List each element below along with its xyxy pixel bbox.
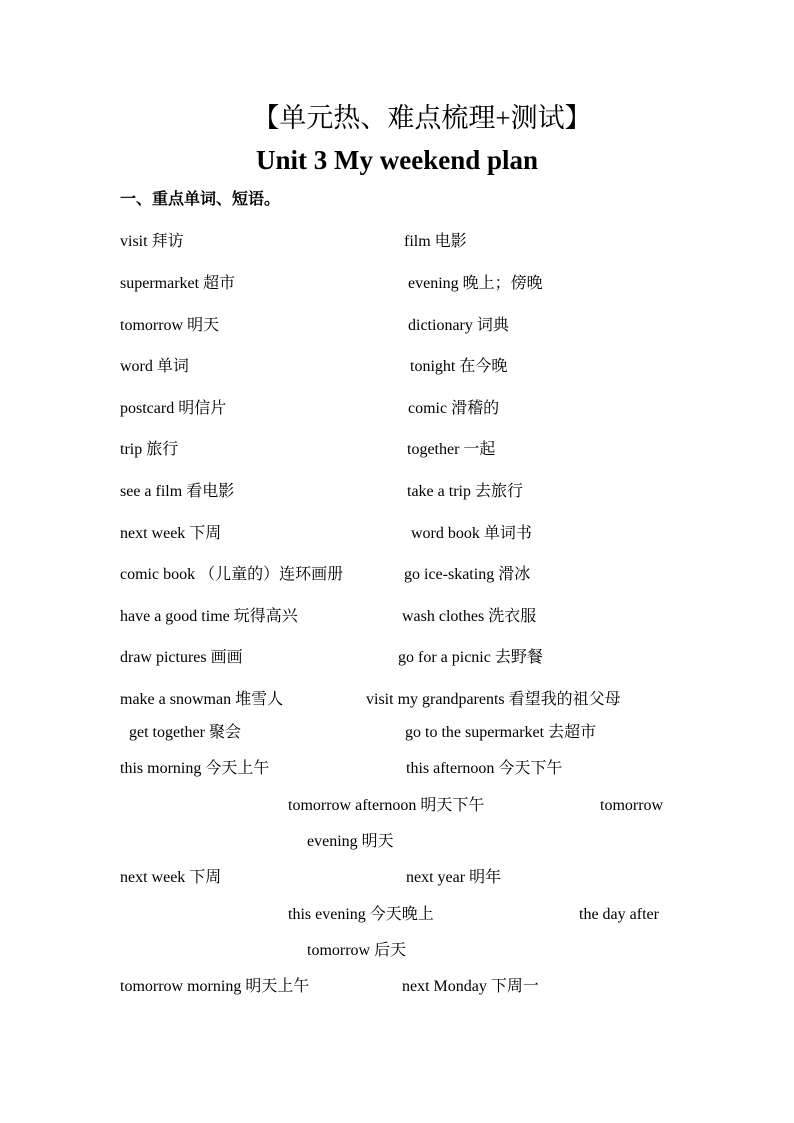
section-heading: 一、重点单词、短语。 bbox=[120, 191, 281, 208]
vocab-term: visit 拜访 bbox=[120, 233, 184, 250]
vocab-term: this afternoon 今天下午 bbox=[406, 760, 563, 777]
vocab-term: visit my grandparents 看望我的祖父母 bbox=[366, 691, 621, 708]
vocab-term: evening 晚上；傍晚 bbox=[408, 275, 543, 292]
vocab-term: evening 明天 bbox=[307, 833, 394, 850]
vocab-term: comic book （儿童的）连环画册 bbox=[120, 566, 344, 583]
vocab-term: go for a picnic 去野餐 bbox=[398, 649, 543, 666]
document-title-english: Unit 3 My weekend plan bbox=[255, 145, 539, 175]
vocab-term: tonight 在今晚 bbox=[410, 358, 508, 375]
vocab-term: supermarket 超市 bbox=[120, 275, 236, 292]
vocab-term: word 单词 bbox=[120, 358, 189, 375]
vocab-term: go to the supermarket 去超市 bbox=[405, 724, 597, 741]
vocab-term: get together 聚会 bbox=[129, 724, 241, 741]
vocab-term: tomorrow morning 明天上午 bbox=[120, 978, 310, 995]
vocab-term: comic 滑稽的 bbox=[408, 400, 500, 417]
vocab-term: see a film 看电影 bbox=[120, 483, 235, 500]
vocab-term: this morning 今天上午 bbox=[120, 760, 270, 777]
document-title-chinese: 【单元热、难点梳理+测试】 bbox=[252, 103, 592, 133]
vocab-term: dictionary 词典 bbox=[408, 317, 509, 334]
vocab-term: have a good time 玩得高兴 bbox=[120, 608, 298, 625]
vocab-term: word book 单词书 bbox=[411, 525, 532, 542]
vocab-term: tomorrow 明天 bbox=[120, 317, 220, 334]
vocab-term: wash clothes 洗衣服 bbox=[402, 608, 537, 625]
vocab-term: tomorrow afternoon 明天下午 bbox=[288, 797, 485, 814]
vocab-term: make a snowman 堆雪人 bbox=[120, 691, 284, 708]
vocab-term: next week 下周 bbox=[120, 869, 222, 886]
vocab-term: postcard 明信片 bbox=[120, 400, 227, 417]
vocab-term: trip 旅行 bbox=[120, 441, 179, 458]
vocab-term: tomorrow bbox=[600, 797, 664, 814]
vocab-term: draw pictures 画画 bbox=[120, 649, 243, 666]
vocab-term: next Monday 下周一 bbox=[402, 978, 539, 995]
vocab-term: next year 明年 bbox=[406, 869, 502, 886]
vocab-term: tomorrow 后天 bbox=[307, 942, 407, 959]
vocab-term: go ice-skating 滑冰 bbox=[404, 566, 531, 583]
vocab-term: together 一起 bbox=[407, 441, 496, 458]
vocab-term: next week 下周 bbox=[120, 525, 222, 542]
vocab-term: this evening 今天晚上 bbox=[288, 906, 434, 923]
vocab-term: take a trip 去旅行 bbox=[407, 483, 523, 500]
vocab-term: film 电影 bbox=[404, 233, 467, 250]
vocab-term: the day after bbox=[579, 906, 659, 923]
